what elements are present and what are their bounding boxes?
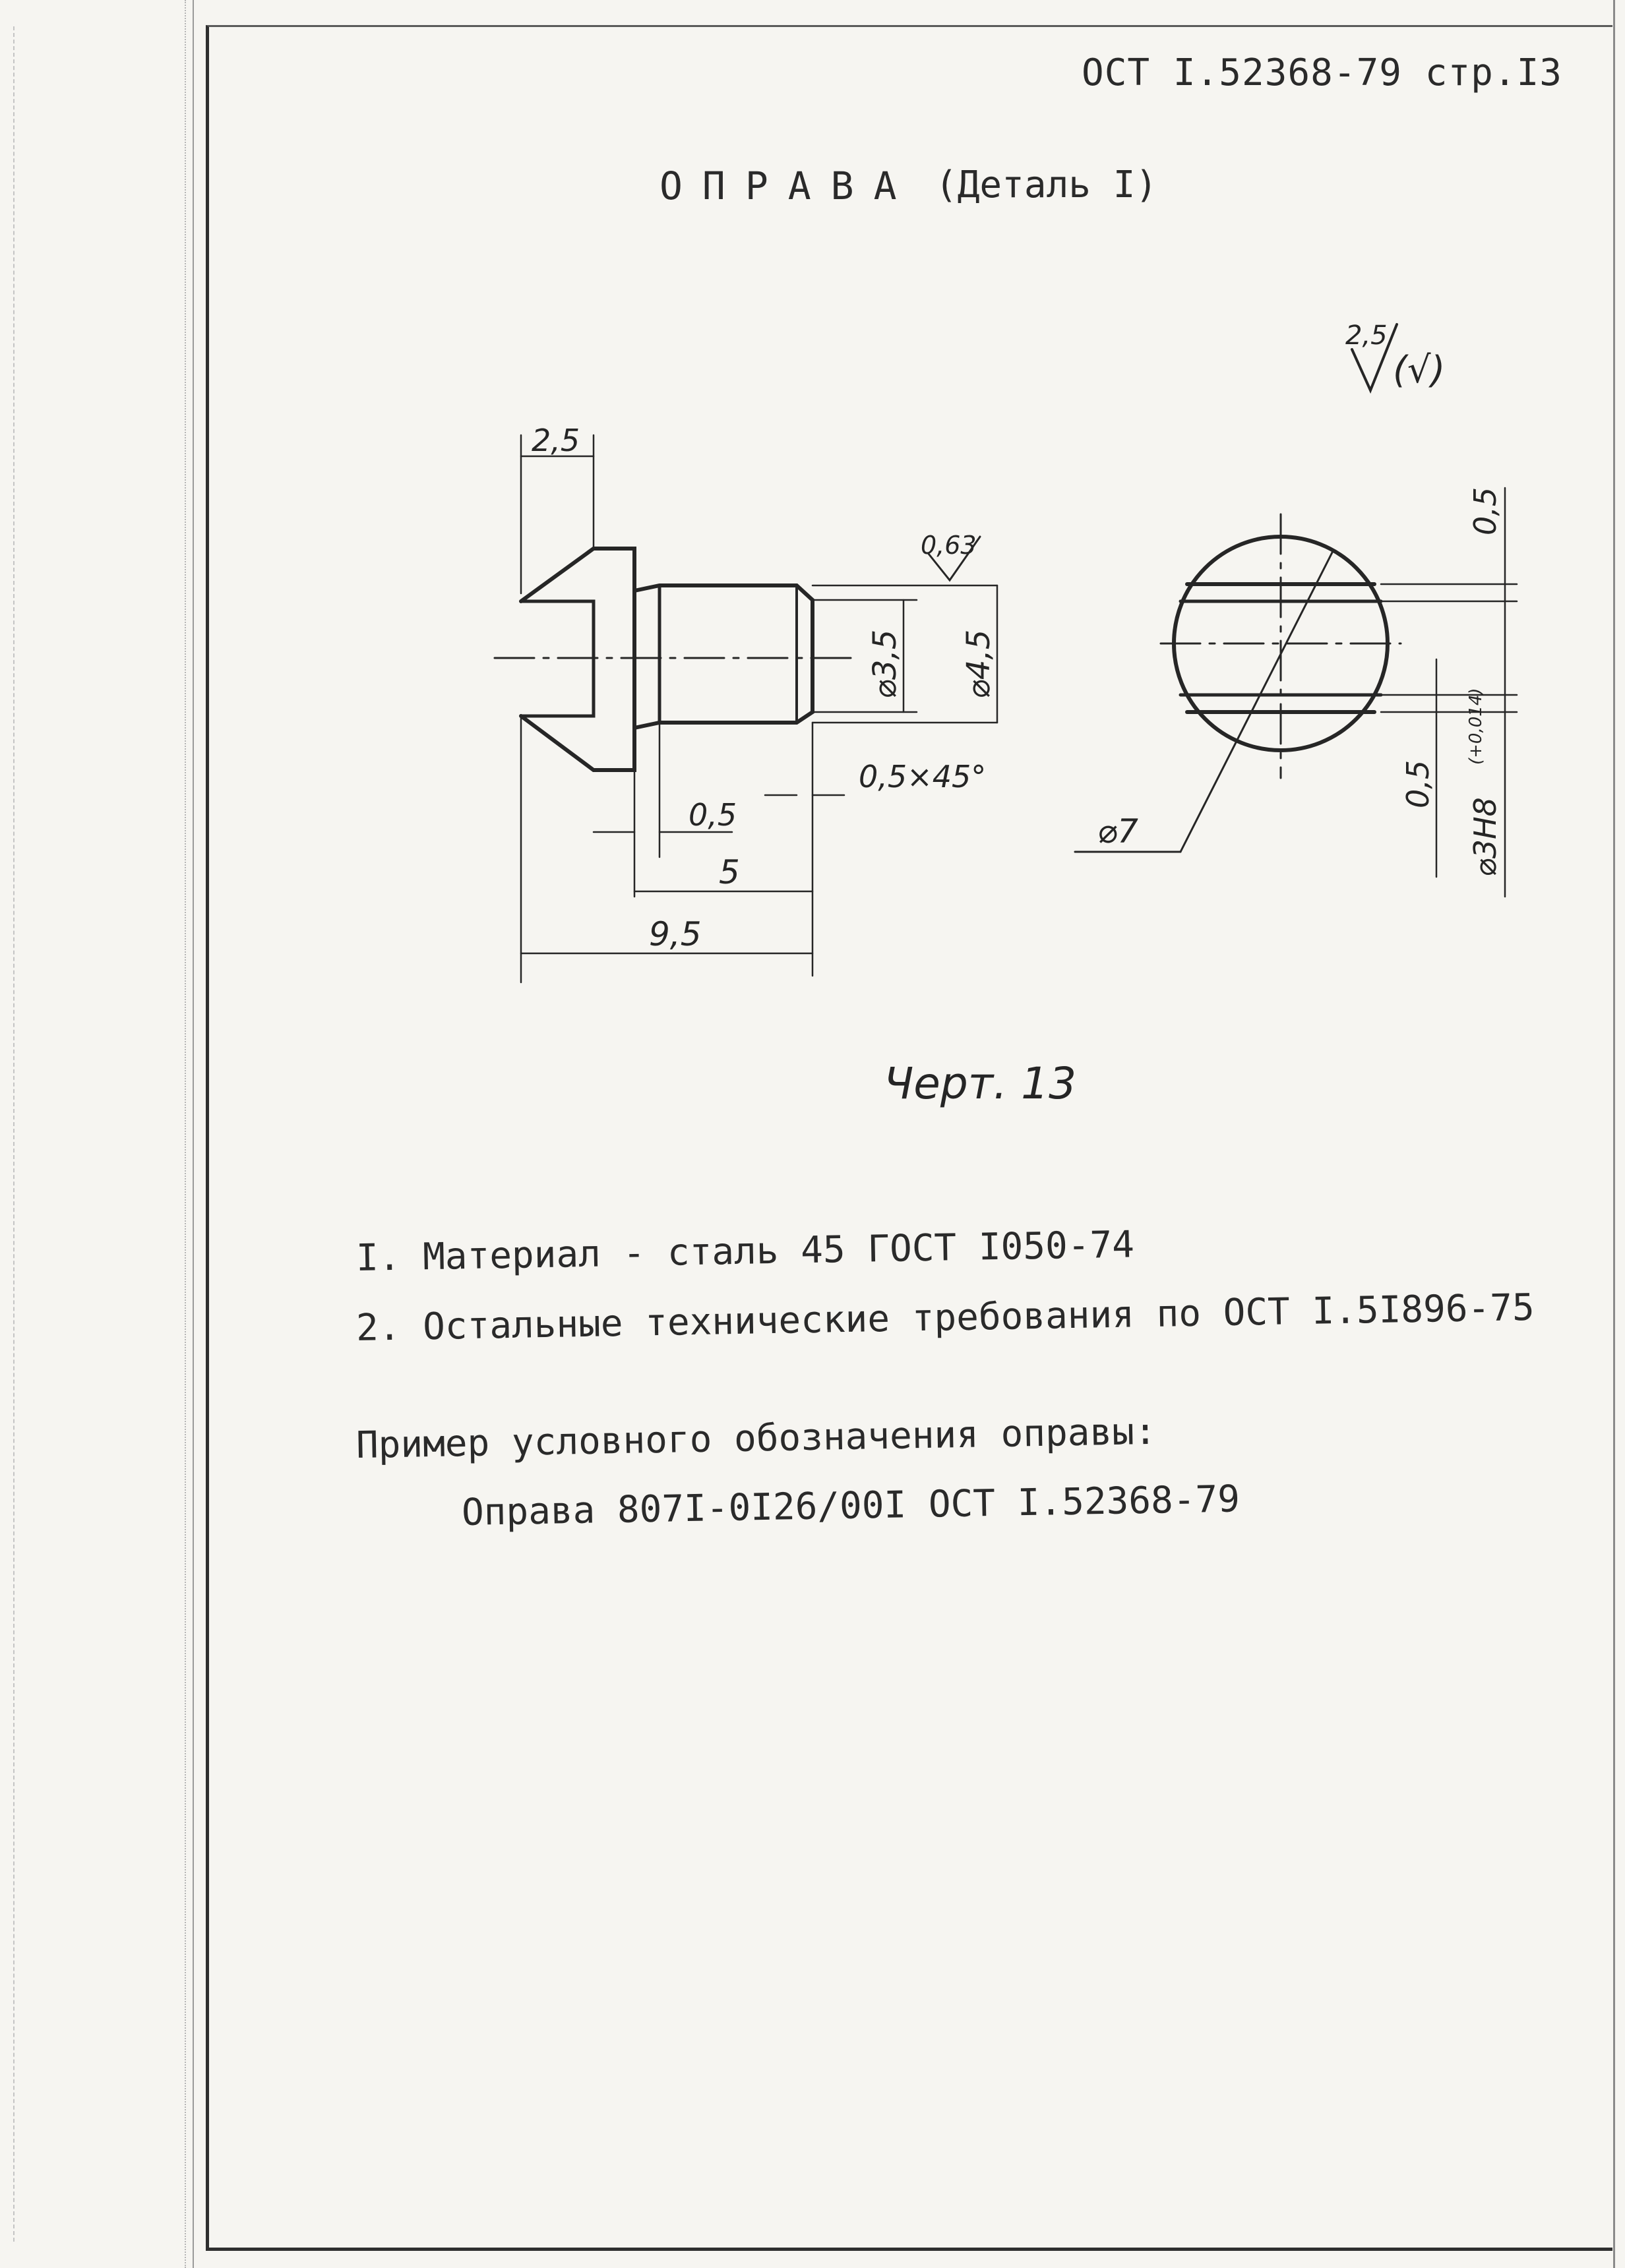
document-number: ОСТ I.52368-79 стр.I3: [1082, 51, 1563, 94]
dim-chamfer: 0,5×45°: [859, 759, 987, 794]
dim-total-length: 9,5: [649, 915, 702, 953]
roughness-value-surface: 0,63: [921, 531, 977, 560]
dim-head-length: 2,5: [532, 423, 580, 458]
drawing-caption: Черт. 13: [884, 1058, 1077, 1109]
end-view: [1075, 487, 1517, 897]
dim-slot-bottom: 0,5: [1400, 760, 1436, 808]
page-subtitle: (Деталь I): [935, 164, 1158, 206]
note-material: I. Материал - сталь 45 ГОСТ I050-74: [355, 1223, 1135, 1280]
page-title: ОПРАВА: [659, 164, 917, 208]
example-designation: Оправа 807I-0I26/00I ОСТ I.52368-79: [461, 1477, 1241, 1534]
dim-inner-diameter: ⌀3,5: [867, 629, 904, 699]
roughness-extra: (√): [1393, 349, 1446, 392]
side-view: [495, 423, 997, 982]
dim-shank-length: 5: [719, 853, 740, 891]
note-requirements: 2. Остальные технические требования по ОСТ I.5I896-75: [355, 1286, 1535, 1350]
dim-end-diameter: ⌀7: [1097, 812, 1138, 850]
dim-outer-diameter: ⌀4,5: [960, 629, 997, 699]
dim-hole: ⌀3H8: [1467, 797, 1503, 877]
dim-hole-tolerance: (+0,014): [1466, 688, 1486, 765]
dim-slot-top: 0,5: [1467, 487, 1503, 535]
example-label: Пример условного обозначения оправы:: [355, 1410, 1157, 1467]
roughness-value-general: 2,5: [1345, 320, 1388, 351]
roughness-symbol-general: [1345, 320, 1445, 392]
dim-step: 0,5: [689, 797, 737, 833]
